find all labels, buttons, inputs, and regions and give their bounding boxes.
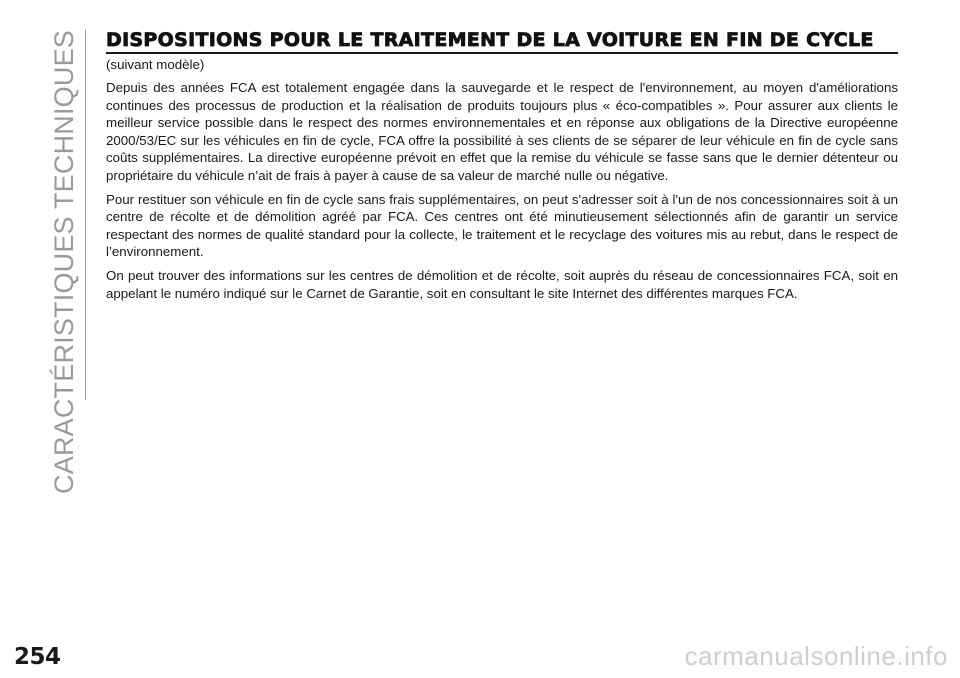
section-title: DISPOSITIONS POUR LE TRAITEMENT DE LA VOITURE EN FIN DE CYCLE xyxy=(106,29,874,51)
section-content xyxy=(106,29,898,302)
section-subtitle: (suivant modèle) xyxy=(106,57,205,72)
chapter-side-tab-label: CARACTÉRISTIQUES TECHNIQUES xyxy=(48,30,79,494)
paragraph-2: Pour restituer son véhicule en fin de cycle sans frais supplémentaires, on peut s'adresser soit à l'un de nos concessionnaires soit à un centre de récolte et de démolition agréé par FCA. Ces centres ont été minutieusement sélectionnés afin de garantir un service respectant des normes de qualité standard pour la collecte, le traitement et le recyclage des voitures mis au rebut, dans le respect de l’environnement. xyxy=(106,191,898,260)
chapter-side-rule xyxy=(85,30,86,400)
watermark: carmanualsonline.info xyxy=(684,641,948,671)
chapter-side-tab xyxy=(44,30,84,494)
title-underline xyxy=(106,52,898,54)
page-number: 254 xyxy=(14,644,61,670)
paragraph-1: Depuis des années FCA est totalement engagée dans la sauvegarde et le respect de l'environnement, au moyen d'améliorations continues des processus de production et la réalisation de produits toujours plus « éco-compatibles ». Pour assurer aux clients le meilleur service possible dans le respect des normes environnementales et en réponse aux obligations de la Directive européenne 2000/53/EC sur les véhicules en fin de cycle, FCA offre la possibilité à ses clients de se séparer de leur véhicule en fin de cycle sans coûts supplémentaires. La directive européenne prévoit en effet que la remise du véhicule se fasse sans que le dernier détenteur ou propriétaire du véhicule n’ait de frais à payer à cause de sa valeur de marché nulle ou négative. xyxy=(106,80,898,183)
paragraph-3: On peut trouver des informations sur les centres de démolition et de récolte, soit auprès du réseau de concessionnaires FCA, soit en appelant le numéro indiqué sur le Carnet de Garantie, soit en consultant le site Internet des différentes marques FCA. xyxy=(106,267,898,301)
